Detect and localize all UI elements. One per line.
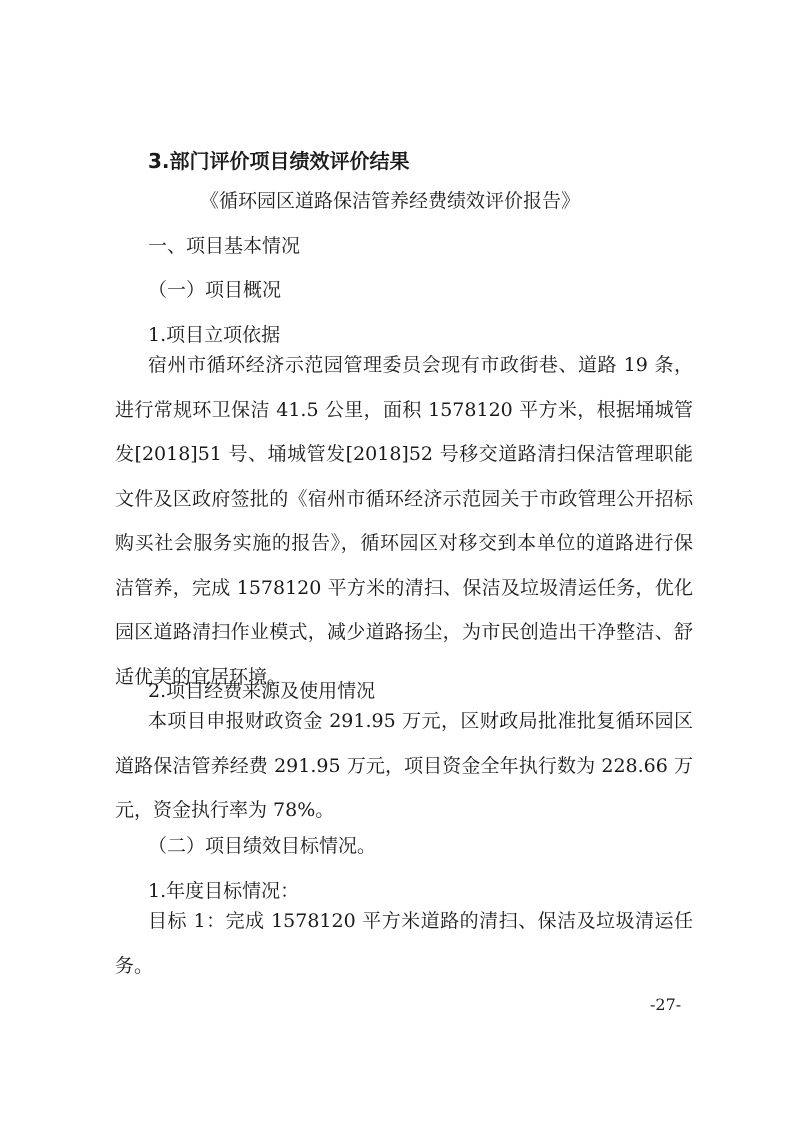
paragraph-basis: 宿州市循环经济示范园管理委员会现有市政街巷、道路 19 条，进行常规环卫保洁 41.5 公里，面积 1578120 平方米，根据埇城管发[2018]51 号、埇城管发[2018]52 号移交道路清扫保洁管理职能文件及区政府签批的《宿州市循环经济示范园关于市政管理公开招标购买社会服务实施的报告》，循环园区对移交到本单位的道路进行保洁管养，完成 1578120 平方米的清扫、保洁及垃圾清运任务，优化园区道路清扫作业模式，减少道路扬尘，为市民创造出干净整洁、舒适优美的宜居环境。 xyxy=(115,354,693,688)
subsection-heading-annual-goals: 1.年度目标情况： xyxy=(148,880,300,902)
section-heading: 3.部门评价项目绩效评价结果 xyxy=(148,149,410,173)
subsection-heading-funding: 2.项目经费来源及使用情况 xyxy=(148,680,376,702)
paragraph-goal-1: 目标 1：完成 1578120 平方米道路的清扫、保洁及垃圾清运任务。 xyxy=(115,910,693,977)
paragraph-funding: 本项目申报财政资金 291.95 万元，区财政局批准批复循环园区道路保洁管养经费 291.95 万元，项目资金全年执行数为 228.66 万元，资金执行率为 78%。 xyxy=(115,710,693,821)
report-title: 《循环园区道路保洁管养经费绩效评价报告》 xyxy=(200,190,581,212)
subsection-heading-basic-info: 一、项目基本情况 xyxy=(148,235,301,257)
page-number: -27- xyxy=(650,995,682,1014)
subsection-heading-goals: （二）项目绩效目标情况。 xyxy=(148,835,377,857)
subsection-heading-basis: 1.项目立项依据 xyxy=(148,324,281,346)
subsection-heading-overview: （一）项目概况 xyxy=(148,279,282,301)
